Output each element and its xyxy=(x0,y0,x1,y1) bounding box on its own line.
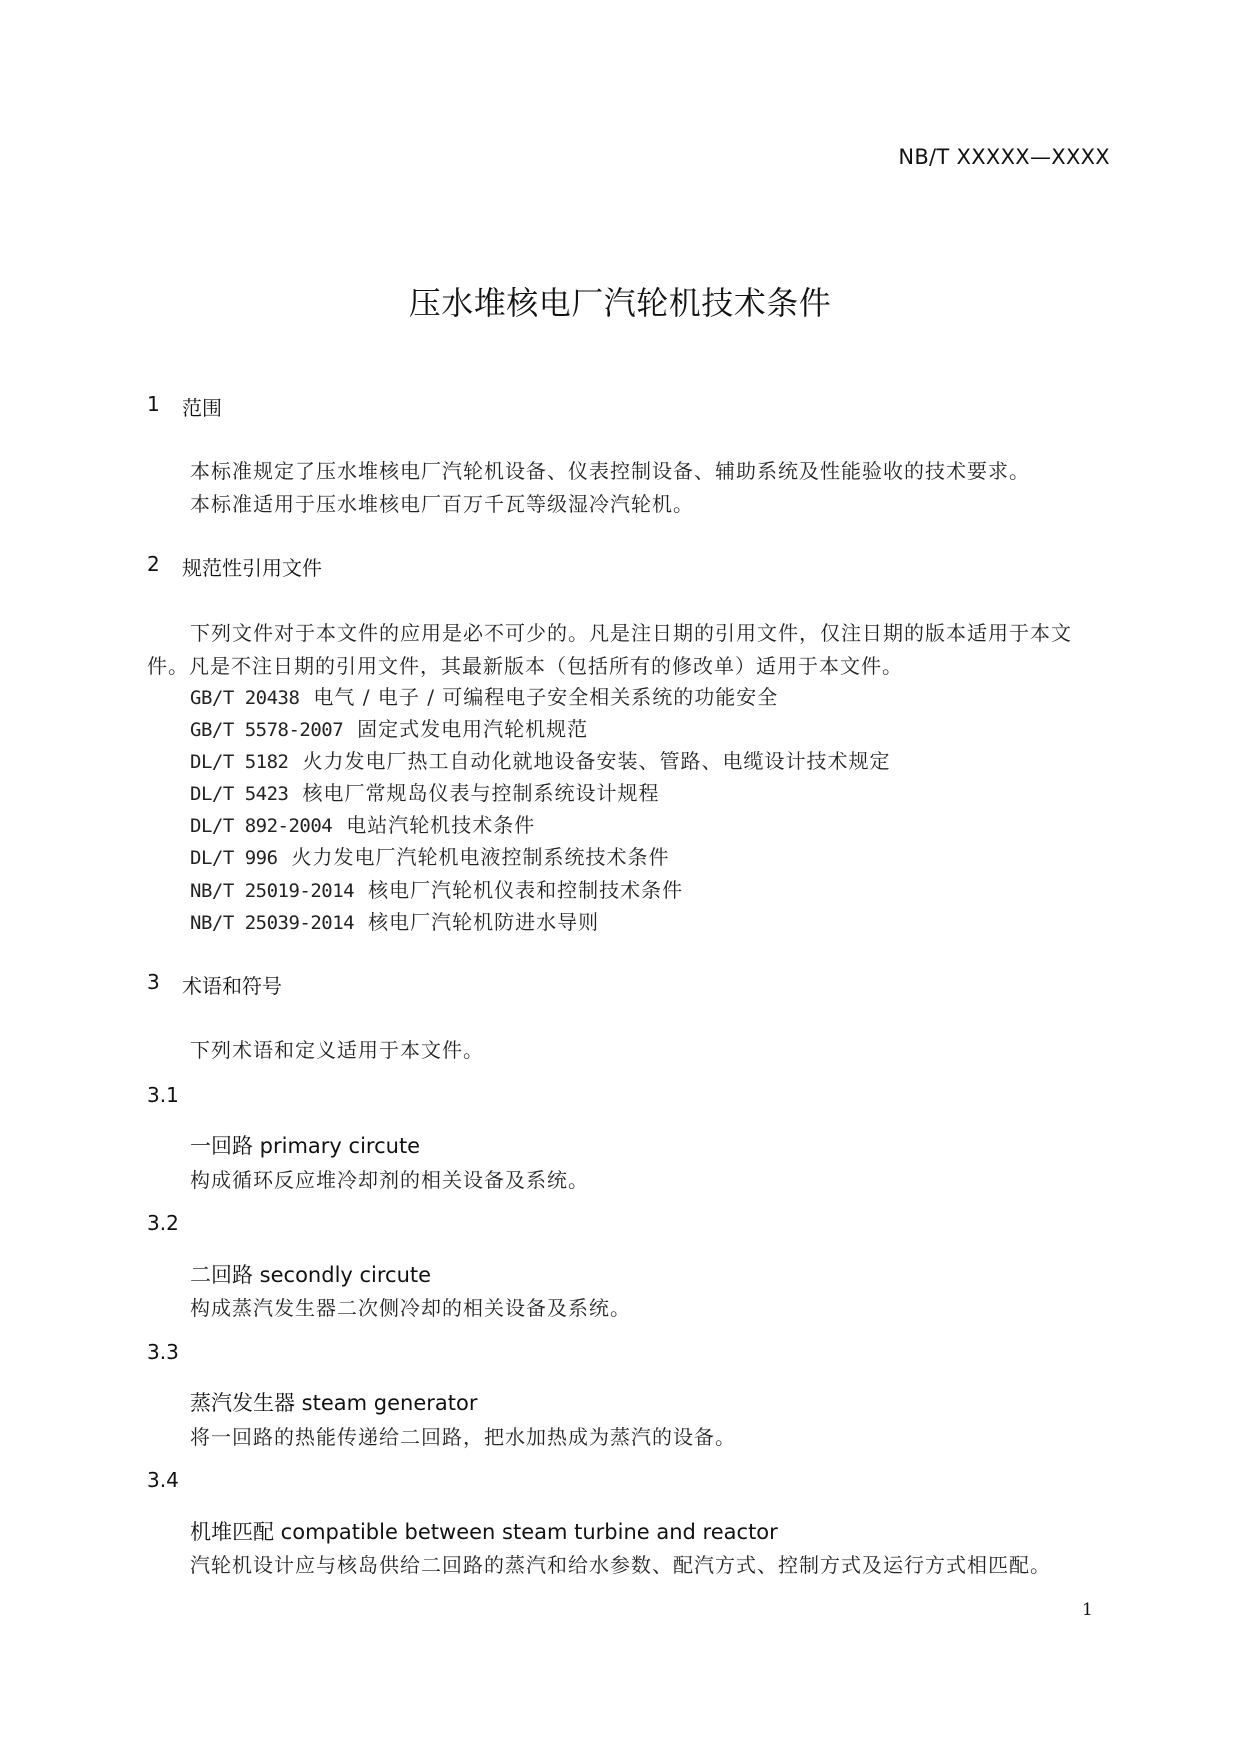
section-number: 2 xyxy=(147,552,160,576)
reference-item xyxy=(190,809,535,838)
reference-code: GB/T 5578-2007 xyxy=(190,719,344,741)
reference-title: 火力发电厂热工自动化就地设备安装、管路、电缆设计技术规定 xyxy=(302,749,891,773)
reference-title: 核电厂常规岛仪表与控制系统设计规程 xyxy=(302,781,660,805)
section-title: 范围 xyxy=(182,396,222,420)
term-definition: 将一回路的热能传递给二回路，把水加热成为蒸汽的设备。 xyxy=(190,1425,736,1449)
section-title: 术语和符号 xyxy=(182,974,282,998)
reference-code: GB/T 20438 xyxy=(190,687,300,709)
reference-title: 电气 / 电子 / 可编程电子安全相关系统的功能安全 xyxy=(313,685,779,709)
reference-title: 火力发电厂汽轮机电液控制系统技术条件 xyxy=(291,845,670,869)
reference-code: DL/T 996 xyxy=(190,847,278,869)
term-name: 一回路 primary circute xyxy=(190,1134,421,1158)
paragraph: 本标准规定了压水堆核电厂汽轮机设备、仪表控制设备、辅助系统及性能验收的技术要求。 xyxy=(190,459,1030,483)
reference-item xyxy=(190,745,890,774)
document-title: 压水堆核电厂汽轮机技术条件 xyxy=(408,284,832,322)
reference-code: DL/T 892-2004 xyxy=(190,815,333,837)
reference-title: 电站汽轮机技术条件 xyxy=(346,813,536,837)
reference-item xyxy=(190,681,778,710)
term-number: 3.3 xyxy=(147,1340,179,1364)
reference-code: NB/T 25019-2014 xyxy=(190,880,355,902)
reference-code: NB/T 25039-2014 xyxy=(190,912,355,934)
term-name: 二回路 secondly circute xyxy=(190,1263,432,1287)
term-name: 蒸汽发生器 steam generator xyxy=(190,1391,478,1415)
term-definition: 汽轮机设计应与核岛供给二回路的蒸汽和给水参数、配汽方式、控制方式及运行方式相匹配。 xyxy=(190,1553,1051,1577)
term-definition: 构成循环反应堆冷却剂的相关设备及系统。 xyxy=(190,1168,589,1192)
term-number: 3.4 xyxy=(147,1468,179,1492)
reference-item xyxy=(190,906,599,935)
reference-title: 核电厂汽轮机防进水导则 xyxy=(368,910,600,934)
reference-title: 核电厂汽轮机仪表和控制技术条件 xyxy=(368,878,684,902)
section-number: 1 xyxy=(147,392,160,416)
term-number: 3.1 xyxy=(147,1083,179,1107)
page-number: 1 xyxy=(1082,1600,1093,1620)
paragraph: 本标准适用于压水堆核电厂百万千瓦等级湿冷汽轮机。 xyxy=(190,492,694,516)
reference-item xyxy=(190,713,588,742)
reference-title: 固定式发电用汽轮机规范 xyxy=(357,717,589,741)
standard-code: NB/T XXXXX—XXXX xyxy=(898,145,1110,169)
paragraph: 下列术语和定义适用于本文件。 xyxy=(190,1038,484,1062)
reference-item xyxy=(190,777,659,806)
reference-item xyxy=(190,841,670,870)
reference-code: DL/T 5423 xyxy=(190,783,289,805)
term-definition: 构成蒸汽发生器二次侧冷却的相关设备及系统。 xyxy=(190,1296,631,1320)
paragraph-line: 下列文件对于本文件的应用是必不可少的。凡是注日期的引用文件，仅注日期的版本适用于本文 xyxy=(190,621,1072,645)
section-number: 3 xyxy=(147,970,160,994)
term-name: 机堆匹配 compatible between steam turbine and reactor xyxy=(190,1520,778,1544)
reference-code: DL/T 5182 xyxy=(190,751,289,773)
paragraph-line: 件。凡是不注日期的引用文件，其最新版本（包括所有的修改单）适用于本文件。 xyxy=(147,654,903,678)
reference-item xyxy=(190,874,683,903)
term-number: 3.2 xyxy=(147,1211,179,1235)
section-title: 规范性引用文件 xyxy=(182,556,322,580)
